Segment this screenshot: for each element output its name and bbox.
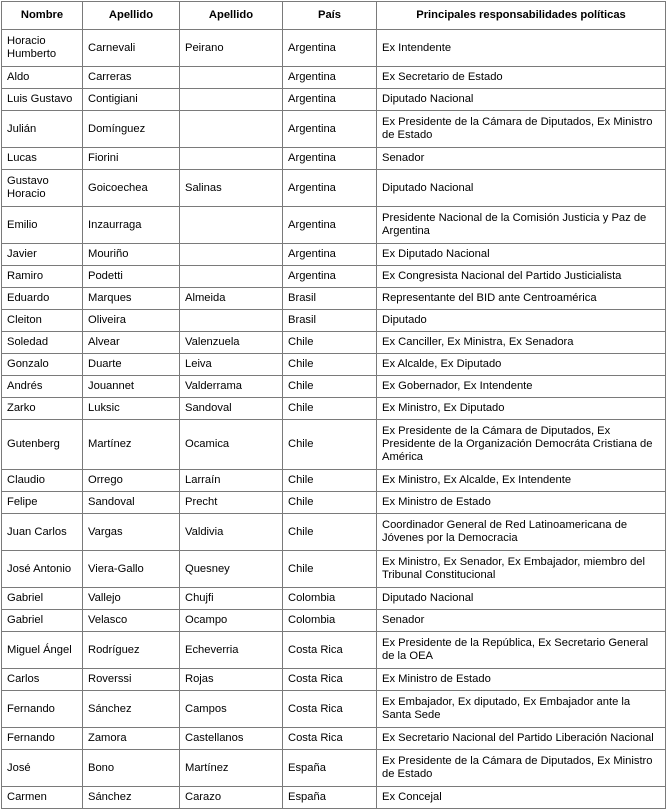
- cell-nombre: Miguel Ángel: [2, 632, 83, 669]
- cell-pais: Chile: [283, 376, 377, 398]
- cell-apellido-2: [180, 207, 283, 244]
- cell-apellido-2: Almeida: [180, 288, 283, 310]
- cell-apellido-2: [180, 266, 283, 288]
- table-row: [2, 376, 666, 398]
- cell-nombre: Fernando: [2, 691, 83, 728]
- cell-apellido-1: Mouriño: [83, 244, 180, 266]
- cell-apellido-1: Orrego: [83, 470, 180, 492]
- header-apellido-1: Apellido: [83, 2, 180, 30]
- cell-responsabilidades: Senador: [377, 148, 666, 170]
- table-row: [2, 398, 666, 420]
- cell-apellido-1: Luksic: [83, 398, 180, 420]
- table-row: [2, 89, 666, 111]
- cell-nombre: Horacio Humberto: [2, 30, 83, 67]
- cell-pais: Chile: [283, 332, 377, 354]
- cell-pais: Argentina: [283, 67, 377, 89]
- cell-apellido-1: Vallejo: [83, 588, 180, 610]
- cell-nombre: Ramiro: [2, 266, 83, 288]
- cell-apellido-1: Sánchez: [83, 691, 180, 728]
- cell-nombre: Gustavo Horacio: [2, 170, 83, 207]
- cell-responsabilidades: Ex Gobernador, Ex Intendente: [377, 376, 666, 398]
- cell-pais: España: [283, 750, 377, 787]
- cell-responsabilidades: Ex Canciller, Ex Ministra, Ex Senadora: [377, 332, 666, 354]
- cell-apellido-2: Sandoval: [180, 398, 283, 420]
- cell-responsabilidades: Ex Ministro, Ex Alcalde, Ex Intendente: [377, 470, 666, 492]
- cell-nombre: Carlos: [2, 669, 83, 691]
- cell-pais: España: [283, 787, 377, 809]
- cell-apellido-2: Campos: [180, 691, 283, 728]
- politicians-table: [1, 1, 666, 809]
- cell-apellido-2: Precht: [180, 492, 283, 514]
- table-row: [2, 551, 666, 588]
- cell-apellido-1: Jouannet: [83, 376, 180, 398]
- cell-responsabilidades: Ex Ministro, Ex Diputado: [377, 398, 666, 420]
- cell-responsabilidades: Diputado: [377, 310, 666, 332]
- cell-apellido-1: Martínez: [83, 420, 180, 470]
- cell-nombre: Carmen: [2, 787, 83, 809]
- cell-apellido-2: Valderrama: [180, 376, 283, 398]
- cell-pais: Argentina: [283, 266, 377, 288]
- cell-apellido-2: [180, 148, 283, 170]
- cell-pais: Chile: [283, 398, 377, 420]
- cell-apellido-1: Oliveira: [83, 310, 180, 332]
- table-row: [2, 750, 666, 787]
- table-row: [2, 492, 666, 514]
- table-row: [2, 170, 666, 207]
- cell-apellido-1: Viera-Gallo: [83, 551, 180, 588]
- cell-nombre: Lucas: [2, 148, 83, 170]
- table-row: [2, 148, 666, 170]
- header-responsabilidades: Principales responsabilidades políticas: [377, 2, 666, 30]
- header-nombre: Nombre: [2, 2, 83, 30]
- cell-apellido-2: Quesney: [180, 551, 283, 588]
- cell-nombre: Julián: [2, 111, 83, 148]
- table-row: [2, 632, 666, 669]
- cell-responsabilidades: Diputado Nacional: [377, 89, 666, 111]
- cell-nombre: Claudio: [2, 470, 83, 492]
- table-row: [2, 691, 666, 728]
- cell-responsabilidades: Ex Concejal: [377, 787, 666, 809]
- cell-nombre: Javier: [2, 244, 83, 266]
- cell-pais: Chile: [283, 551, 377, 588]
- table-row: [2, 588, 666, 610]
- cell-apellido-1: Alvear: [83, 332, 180, 354]
- cell-responsabilidades: Ex Presidente de la Cámara de Diputados, Ex Ministro de Estado: [377, 111, 666, 148]
- cell-nombre: Gonzalo: [2, 354, 83, 376]
- cell-apellido-2: Peirano: [180, 30, 283, 67]
- cell-responsabilidades: Ex Ministro de Estado: [377, 669, 666, 691]
- cell-apellido-2: [180, 67, 283, 89]
- cell-nombre: Zarko: [2, 398, 83, 420]
- cell-apellido-2: [180, 89, 283, 111]
- cell-apellido-2: Rojas: [180, 669, 283, 691]
- cell-nombre: Fernando: [2, 728, 83, 750]
- cell-apellido-1: Carreras: [83, 67, 180, 89]
- cell-responsabilidades: Diputado Nacional: [377, 588, 666, 610]
- cell-pais: Chile: [283, 420, 377, 470]
- table-row: [2, 207, 666, 244]
- cell-pais: Costa Rica: [283, 632, 377, 669]
- cell-responsabilidades: Ex Secretario Nacional del Partido Liberación Nacional: [377, 728, 666, 750]
- header-pais: País: [283, 2, 377, 30]
- table-row: [2, 610, 666, 632]
- table-row: [2, 787, 666, 809]
- table-row: [2, 266, 666, 288]
- cell-apellido-1: Sandoval: [83, 492, 180, 514]
- cell-nombre: Aldo: [2, 67, 83, 89]
- cell-pais: Argentina: [283, 111, 377, 148]
- cell-responsabilidades: Ex Presidente de la Cámara de Diputados, Ex Presidente de la Organización Democráta Cristiana de América: [377, 420, 666, 470]
- cell-pais: Costa Rica: [283, 691, 377, 728]
- table-row: [2, 470, 666, 492]
- cell-nombre: José: [2, 750, 83, 787]
- cell-responsabilidades: Representante del BID ante Centroamérica: [377, 288, 666, 310]
- cell-nombre: Luis Gustavo: [2, 89, 83, 111]
- cell-nombre: Emilio: [2, 207, 83, 244]
- table-row: [2, 728, 666, 750]
- table-row: [2, 332, 666, 354]
- cell-apellido-1: Bono: [83, 750, 180, 787]
- cell-apellido-1: Vargas: [83, 514, 180, 551]
- cell-apellido-2: [180, 244, 283, 266]
- table-row: [2, 30, 666, 67]
- cell-apellido-1: Fiorini: [83, 148, 180, 170]
- cell-responsabilidades: Ex Diputado Nacional: [377, 244, 666, 266]
- cell-apellido-2: Ocampo: [180, 610, 283, 632]
- cell-pais: Argentina: [283, 89, 377, 111]
- table-body: [2, 30, 666, 809]
- cell-pais: Argentina: [283, 207, 377, 244]
- cell-apellido-1: Inzaurraga: [83, 207, 180, 244]
- cell-pais: Argentina: [283, 170, 377, 207]
- cell-apellido-2: Echeverria: [180, 632, 283, 669]
- cell-pais: Brasil: [283, 310, 377, 332]
- cell-nombre: Juan Carlos: [2, 514, 83, 551]
- header-apellido-2: Apellido: [180, 2, 283, 30]
- cell-pais: Argentina: [283, 30, 377, 67]
- cell-pais: Colombia: [283, 610, 377, 632]
- cell-apellido-2: Chujfi: [180, 588, 283, 610]
- cell-pais: Colombia: [283, 588, 377, 610]
- table-row: [2, 669, 666, 691]
- cell-responsabilidades: Ex Congresista Nacional del Partido Justicialista: [377, 266, 666, 288]
- cell-nombre: Andrés: [2, 376, 83, 398]
- cell-nombre: Cleiton: [2, 310, 83, 332]
- cell-apellido-2: Leiva: [180, 354, 283, 376]
- cell-responsabilidades: Ex Embajador, Ex diputado, Ex Embajador ante la Santa Sede: [377, 691, 666, 728]
- cell-apellido-2: Salinas: [180, 170, 283, 207]
- table-row: [2, 310, 666, 332]
- cell-nombre: Gabriel: [2, 610, 83, 632]
- cell-apellido-1: Zamora: [83, 728, 180, 750]
- cell-responsabilidades: Ex Secretario de Estado: [377, 67, 666, 89]
- cell-apellido-1: Sánchez: [83, 787, 180, 809]
- table-row: [2, 514, 666, 551]
- table-row: [2, 288, 666, 310]
- cell-apellido-1: Carnevali: [83, 30, 180, 67]
- cell-responsabilidades: Diputado Nacional: [377, 170, 666, 207]
- cell-responsabilidades: Ex Ministro de Estado: [377, 492, 666, 514]
- cell-apellido-2: Valenzuela: [180, 332, 283, 354]
- cell-pais: Argentina: [283, 148, 377, 170]
- cell-apellido-1: Marques: [83, 288, 180, 310]
- cell-apellido-1: Roverssi: [83, 669, 180, 691]
- cell-responsabilidades: Senador: [377, 610, 666, 632]
- cell-apellido-2: Ocamica: [180, 420, 283, 470]
- cell-responsabilidades: Ex Intendente: [377, 30, 666, 67]
- cell-apellido-2: Valdivia: [180, 514, 283, 551]
- table-row: [2, 67, 666, 89]
- table-row: [2, 354, 666, 376]
- cell-pais: Chile: [283, 354, 377, 376]
- header-row: [2, 2, 666, 30]
- cell-nombre: Gabriel: [2, 588, 83, 610]
- cell-pais: Chile: [283, 492, 377, 514]
- cell-apellido-2: [180, 111, 283, 148]
- cell-apellido-1: Velasco: [83, 610, 180, 632]
- cell-responsabilidades: Coordinador General de Red Latinoamericana de Jóvenes por la Democracia: [377, 514, 666, 551]
- cell-apellido-1: Contigiani: [83, 89, 180, 111]
- cell-responsabilidades: Presidente Nacional de la Comisión Justicia y Paz de Argentina: [377, 207, 666, 244]
- cell-apellido-1: Goicoechea: [83, 170, 180, 207]
- cell-apellido-2: [180, 310, 283, 332]
- cell-apellido-1: Duarte: [83, 354, 180, 376]
- table-row: [2, 244, 666, 266]
- cell-apellido-2: Carazo: [180, 787, 283, 809]
- cell-apellido-2: Larraín: [180, 470, 283, 492]
- table-row: [2, 111, 666, 148]
- cell-nombre: Soledad: [2, 332, 83, 354]
- cell-apellido-1: Rodríguez: [83, 632, 180, 669]
- cell-pais: Costa Rica: [283, 728, 377, 750]
- cell-apellido-1: Podetti: [83, 266, 180, 288]
- cell-pais: Argentina: [283, 244, 377, 266]
- cell-apellido-2: Castellanos: [180, 728, 283, 750]
- table-row: [2, 420, 666, 470]
- cell-nombre: Felipe: [2, 492, 83, 514]
- cell-pais: Brasil: [283, 288, 377, 310]
- cell-responsabilidades: Ex Ministro, Ex Senador, Ex Embajador, miembro del Tribunal Constitucional: [377, 551, 666, 588]
- cell-pais: Costa Rica: [283, 669, 377, 691]
- cell-pais: Chile: [283, 470, 377, 492]
- cell-responsabilidades: Ex Presidente de la República, Ex Secretario General de la OEA: [377, 632, 666, 669]
- cell-nombre: José Antonio: [2, 551, 83, 588]
- cell-apellido-2: Martínez: [180, 750, 283, 787]
- cell-nombre: Eduardo: [2, 288, 83, 310]
- cell-nombre: Gutenberg: [2, 420, 83, 470]
- cell-responsabilidades: Ex Alcalde, Ex Diputado: [377, 354, 666, 376]
- cell-responsabilidades: Ex Presidente de la Cámara de Diputados, Ex Ministro de Estado: [377, 750, 666, 787]
- cell-pais: Chile: [283, 514, 377, 551]
- cell-apellido-1: Domínguez: [83, 111, 180, 148]
